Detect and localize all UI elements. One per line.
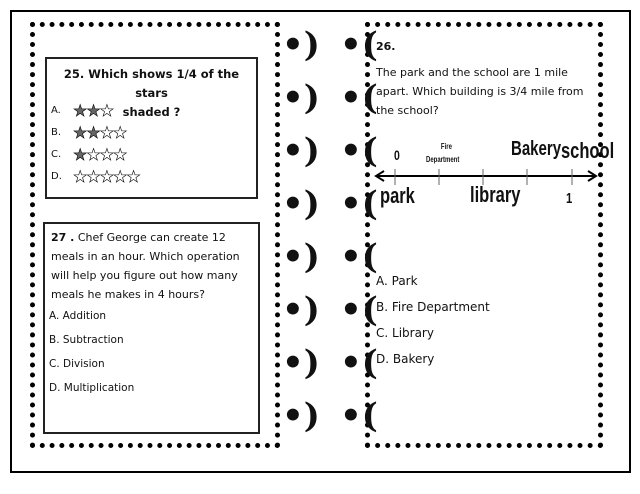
question-27-box [43, 222, 260, 434]
empty-star-icon: ★ [86, 145, 100, 164]
scroll-ring-icon: •( [340, 290, 378, 330]
option-label[interactable]: B. [51, 127, 62, 138]
empty-star-icon: ★ [99, 123, 114, 142]
label-bakery: Bakery [511, 138, 562, 160]
option-label[interactable]: D. [51, 171, 62, 182]
answer-option-b[interactable]: B. Subtraction [49, 334, 124, 346]
filled-star-icon: ★ [73, 123, 87, 142]
empty-star-icon: ★ [99, 101, 114, 120]
question-25-box [45, 57, 258, 199]
empty-star-icon: ★ [99, 167, 114, 186]
empty-star-icon: ★ [86, 167, 100, 186]
scroll-ring-icon: •) [282, 25, 320, 65]
filled-star-icon: ★ [86, 101, 100, 120]
filled-star-icon: ★ [73, 145, 87, 164]
filled-star-icon: ★ [86, 123, 100, 142]
answer-option-bakery[interactable]: D. Bakery [376, 352, 435, 366]
scroll-ring-icon: •( [340, 343, 378, 383]
scroll-ring-icon: •) [282, 396, 320, 436]
star-row[interactable] [73, 125, 126, 141]
label-park: park [380, 183, 415, 208]
empty-star-icon: ★ [113, 145, 127, 164]
star-row[interactable] [73, 147, 126, 163]
label-zero: 0 [394, 147, 400, 163]
scroll-ring-icon: •( [340, 25, 378, 65]
scroll-ring-icon: •( [340, 78, 378, 118]
answer-option-c[interactable]: C. Division [49, 358, 105, 370]
scroll-ring-icon: •( [340, 184, 378, 224]
star-row[interactable] [73, 169, 140, 185]
scroll-ring-icon: •( [340, 237, 378, 277]
scroll-ring-icon: •) [282, 290, 320, 330]
star-row[interactable] [73, 103, 113, 119]
question-25-title: 25. Which shows 1/4 of the stars shaded ? [63, 67, 240, 119]
answer-option-park[interactable]: A. Park [376, 274, 418, 288]
empty-star-icon: ★ [99, 145, 114, 164]
scroll-ring-icon: •) [282, 237, 320, 277]
empty-star-icon: ★ [113, 167, 127, 186]
label-fire-department: Fire Department [426, 142, 460, 164]
question-26-text: The park and the school are 1 mile apart. Which building is 3/4 mile from the school? [376, 66, 584, 117]
empty-star-icon: ★ [113, 123, 127, 142]
scroll-ring-icon: •( [340, 131, 378, 171]
scroll-ring-icon: •) [282, 78, 320, 118]
answer-option-d[interactable]: D. Multiplication [49, 382, 135, 394]
answer-option-fire-department[interactable]: B. Fire Department [376, 300, 490, 314]
scroll-ring-icon: •) [282, 343, 320, 383]
question-26-number: 26. [376, 40, 396, 53]
scroll-ring-icon: •) [282, 184, 320, 224]
scroll-ring-icon: •) [282, 131, 320, 171]
empty-star-icon: ★ [126, 167, 140, 186]
empty-star-icon: ★ [73, 167, 87, 186]
scroll-ring-icon: •( [340, 396, 378, 436]
answer-option-library[interactable]: C. Library [376, 326, 434, 340]
filled-star-icon: ★ [73, 101, 87, 120]
question-27-text: 27 . Chef George can create 12 meals in an hour. Which operation will help you figure out how many meals he makes in 4 hours? [51, 231, 240, 301]
answer-option-a[interactable]: A. Addition [49, 310, 107, 322]
label-library: library [470, 182, 521, 207]
option-label[interactable]: C. [51, 149, 62, 160]
label-one: 1 [566, 190, 573, 207]
option-label[interactable]: A. [51, 105, 61, 116]
label-school: school [561, 138, 615, 163]
